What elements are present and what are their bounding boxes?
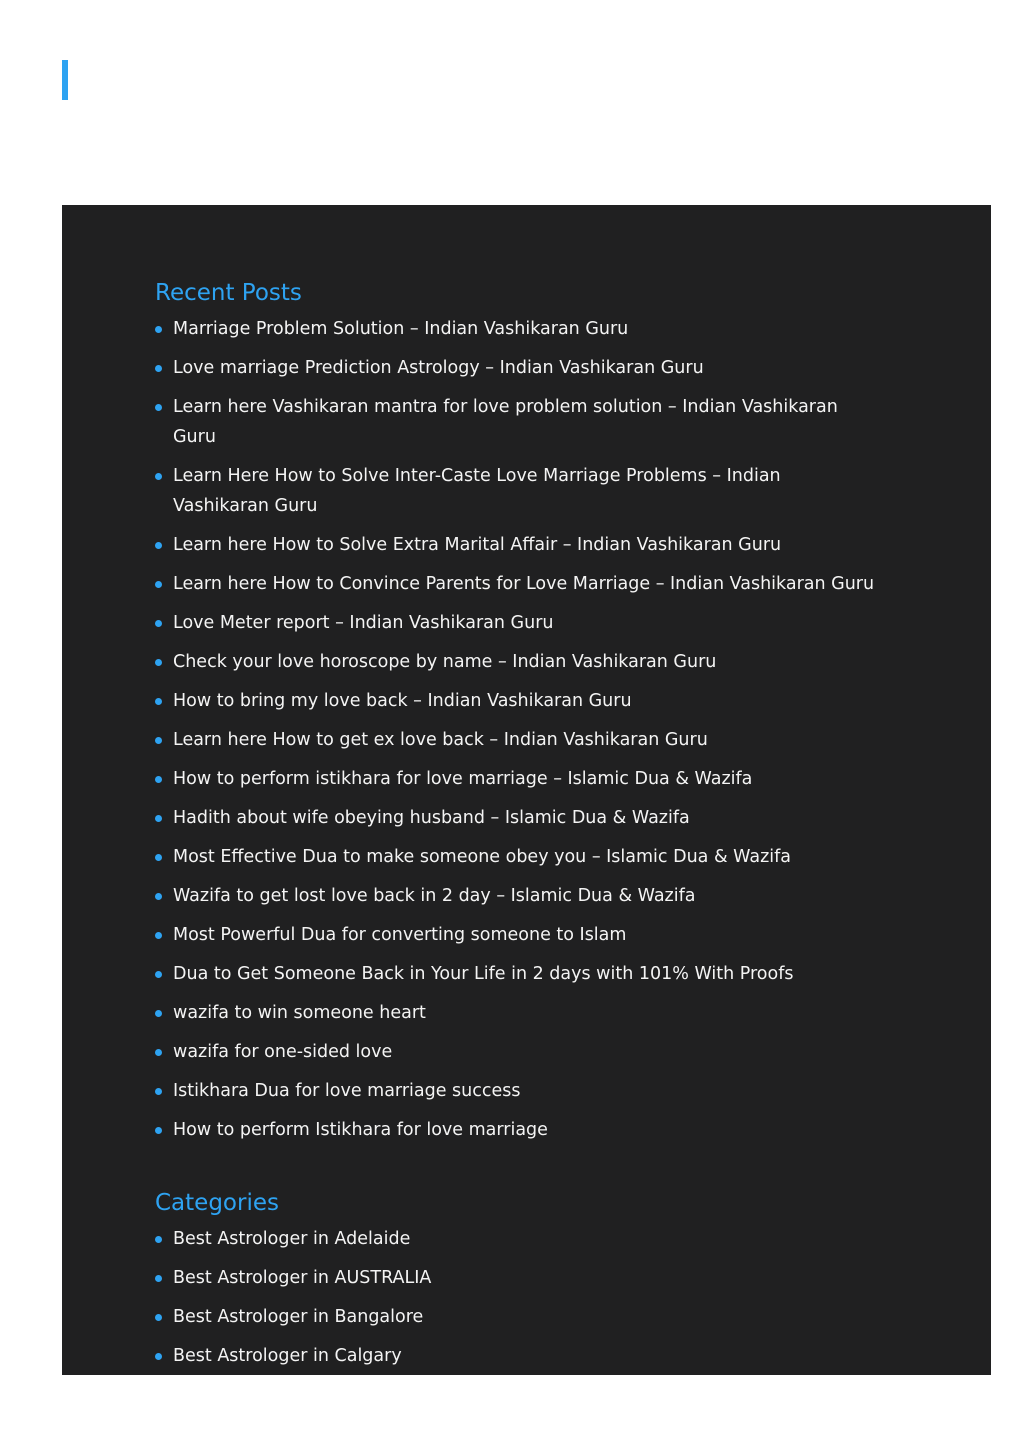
recent-post-item-link[interactable]: How to perform Istikhara for love marriage <box>173 1120 548 1140</box>
recent-post-item <box>155 608 875 647</box>
recent-posts-widget <box>155 278 875 1154</box>
recent-post-item-link[interactable]: wazifa to win someone heart <box>173 1003 426 1023</box>
bullet-icon <box>155 815 162 822</box>
recent-post-item <box>155 461 875 530</box>
category-item-link[interactable]: Best Astrologer in Bangalore <box>173 1307 424 1327</box>
recent-post-item-link[interactable]: Learn Here How to Solve Inter-Caste Love Marriage Problems – Indian Vashikaran Guru <box>173 466 781 516</box>
recent-post-item-link[interactable]: Check your love horoscope by name – Indian Vashikaran Guru <box>173 652 717 672</box>
recent-post-item-link[interactable]: Learn here How to Convince Parents for Love Marriage – Indian Vashikaran Guru <box>173 574 875 594</box>
category-item <box>155 1341 875 1375</box>
recent-post-item-link[interactable]: wazifa for one-sided love <box>173 1042 393 1062</box>
bullet-icon <box>155 893 162 900</box>
bullet-icon <box>155 620 162 627</box>
bullet-icon <box>155 1236 162 1243</box>
recent-post-item <box>155 1037 875 1076</box>
recent-post-item-link[interactable]: Dua to Get Someone Back in Your Life in 2 days with 101% With Proofs <box>173 964 794 984</box>
bullet-icon <box>155 776 162 783</box>
category-item-link[interactable]: Best Astrologer in Calgary <box>173 1346 402 1366</box>
categories-title: Categories <box>155 1190 279 1216</box>
recent-post-item <box>155 764 875 803</box>
recent-post-item <box>155 647 875 686</box>
recent-post-item-link[interactable]: Most Powerful Dua for converting someone to Islam <box>173 925 627 945</box>
recent-post-item <box>155 353 875 392</box>
recent-post-item <box>155 959 875 998</box>
bullet-icon <box>155 404 162 411</box>
bullet-icon <box>155 1010 162 1017</box>
footer-widget-area <box>62 205 991 1375</box>
bullet-icon <box>155 365 162 372</box>
recent-post-item <box>155 686 875 725</box>
recent-post-item-link[interactable]: Marriage Problem Solution – Indian Vashikaran Guru <box>173 319 629 339</box>
recent-posts-list <box>155 314 875 1154</box>
bullet-icon <box>155 737 162 744</box>
recent-posts-title: Recent Posts <box>155 280 302 306</box>
recent-post-item-link[interactable]: Learn here Vashikaran mantra for love problem solution – Indian Vashikaran Guru <box>173 397 838 447</box>
recent-post-item-link[interactable]: Istikhara Dua for love marriage success <box>173 1081 521 1101</box>
recent-post-item <box>155 314 875 353</box>
bullet-icon <box>155 1353 162 1360</box>
recent-post-item <box>155 1076 875 1115</box>
bullet-icon <box>155 581 162 588</box>
category-item <box>155 1263 875 1302</box>
categories-widget <box>155 1188 875 1375</box>
bullet-icon <box>155 473 162 480</box>
recent-post-item <box>155 998 875 1037</box>
recent-post-item <box>155 725 875 764</box>
bullet-icon <box>155 698 162 705</box>
bullet-icon <box>155 1275 162 1282</box>
bullet-icon <box>155 1049 162 1056</box>
categories-list <box>155 1224 875 1375</box>
bullet-icon <box>155 932 162 939</box>
bullet-icon <box>155 542 162 549</box>
bullet-icon <box>155 326 162 333</box>
recent-post-item-link[interactable]: Most Effective Dua to make someone obey you – Islamic Dua & Wazifa <box>173 847 792 867</box>
bullet-icon <box>155 1314 162 1321</box>
bullet-icon <box>155 659 162 666</box>
header-accent-bar <box>62 60 68 100</box>
recent-post-item-link[interactable]: Love Meter report – Indian Vashikaran Guru <box>173 613 554 633</box>
recent-post-item <box>155 569 875 608</box>
category-item-link[interactable]: Best Astrologer in Adelaide <box>173 1229 411 1249</box>
recent-post-item-link[interactable]: Learn here How to Solve Extra Marital Affair – Indian Vashikaran Guru <box>173 535 782 555</box>
recent-post-item-link[interactable]: How to perform istikhara for love marriage – Islamic Dua & Wazifa <box>173 769 753 789</box>
category-item <box>155 1302 875 1341</box>
recent-post-item <box>155 392 875 461</box>
recent-post-item <box>155 881 875 920</box>
recent-post-item-link[interactable]: Wazifa to get lost love back in 2 day – Islamic Dua & Wazifa <box>173 886 696 906</box>
recent-post-item <box>155 1115 875 1154</box>
bullet-icon <box>155 971 162 978</box>
bullet-icon <box>155 854 162 861</box>
category-item-link[interactable]: Best Astrologer in AUSTRALIA <box>173 1268 432 1288</box>
recent-post-item <box>155 803 875 842</box>
bullet-icon <box>155 1088 162 1095</box>
recent-post-item <box>155 842 875 881</box>
recent-post-item-link[interactable]: Hadith about wife obeying husband – Islamic Dua & Wazifa <box>173 808 690 828</box>
category-item <box>155 1224 875 1263</box>
recent-post-item <box>155 920 875 959</box>
recent-post-item-link[interactable]: Learn here How to get ex love back – Indian Vashikaran Guru <box>173 730 708 750</box>
recent-post-item-link[interactable]: How to bring my love back – Indian Vashikaran Guru <box>173 691 632 711</box>
recent-post-item <box>155 530 875 569</box>
bullet-icon <box>155 1127 162 1134</box>
recent-post-item-link[interactable]: Love marriage Prediction Astrology – Indian Vashikaran Guru <box>173 358 704 378</box>
